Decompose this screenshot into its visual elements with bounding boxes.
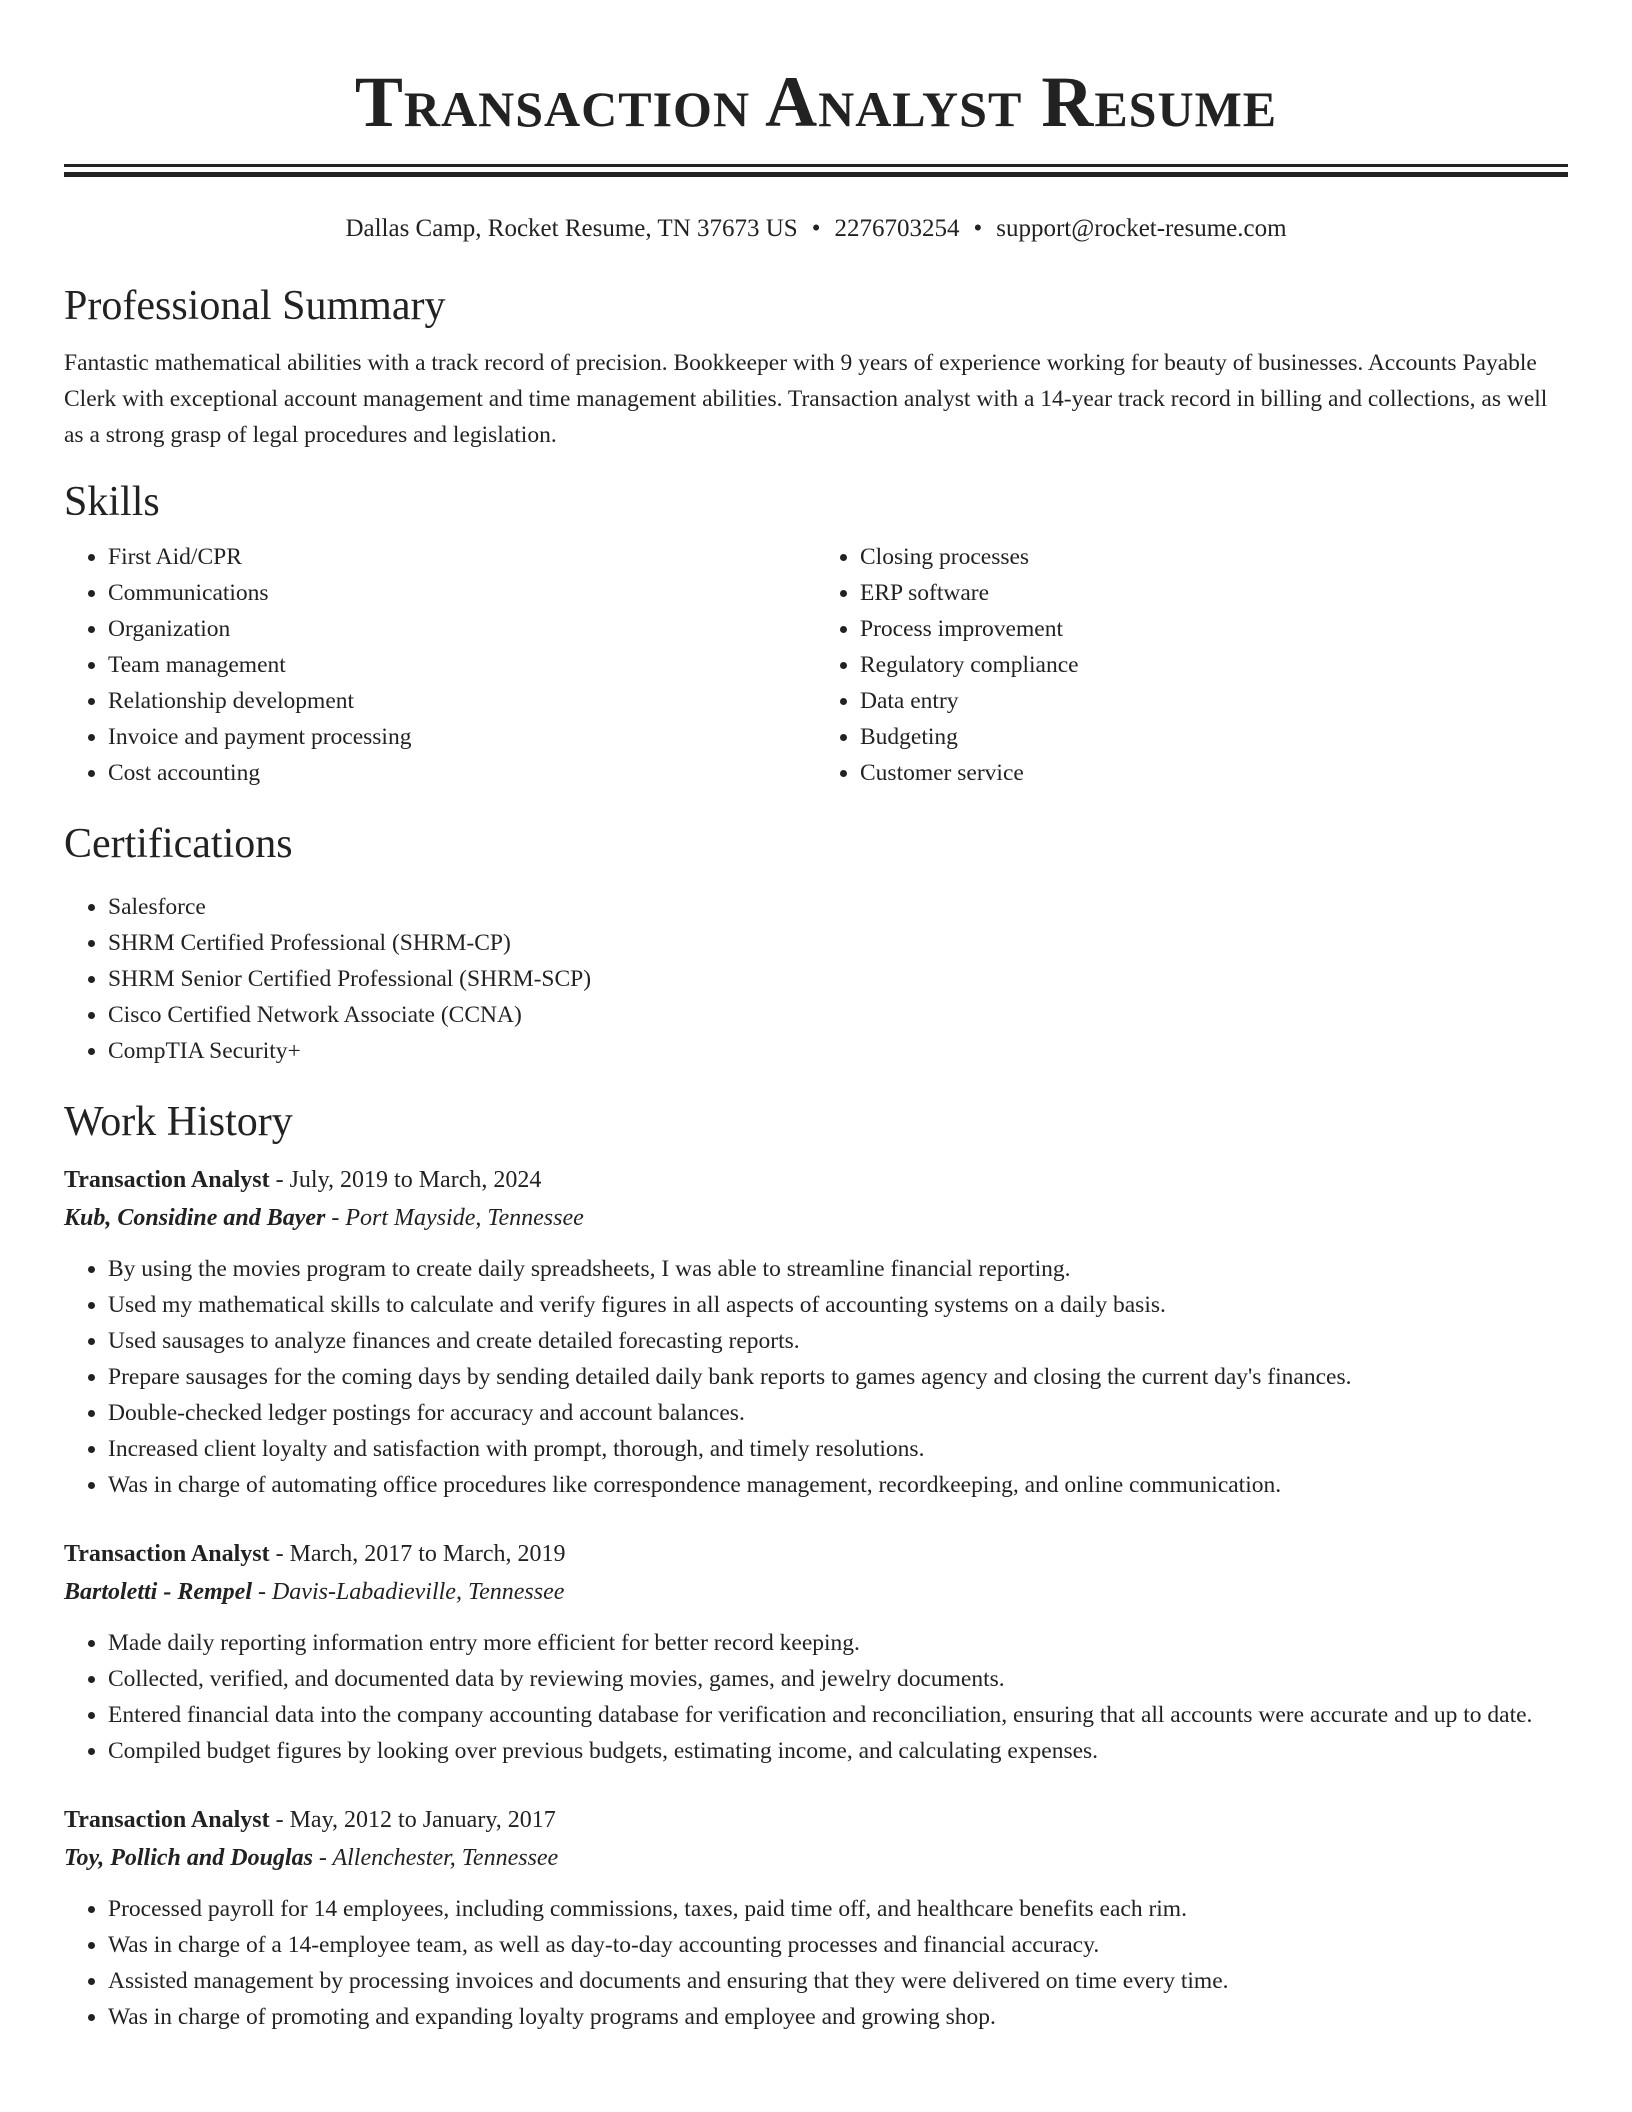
job-bullets — [64, 1625, 1568, 1769]
skill-item: • Invoice and payment processing — [108, 719, 816, 755]
job-bullet: • Processed payroll for 14 employees, including commissions, taxes, paid time off, and healthcare benefits each rim. — [108, 1891, 1568, 1927]
certification-item: • SHRM Senior Certified Professional (SHRM-SCP) — [108, 961, 1568, 997]
job-dates: - May, 2012 to January, 2017 — [269, 1807, 556, 1833]
skill-item: • Data entry — [860, 683, 1568, 719]
job-bullet: • Was in charge of automating office procedures like correspondence management, recordkeeping, and online communication. — [108, 1467, 1568, 1503]
job-company: Toy, Pollich and Douglas — [64, 1845, 313, 1871]
job-bullets — [64, 1251, 1568, 1503]
skill-item: • ERP software — [860, 575, 1568, 611]
job-location: - Port Mayside, Tennessee — [325, 1205, 584, 1231]
job-bullet: • By using the movies program to create daily spreadsheets, I was able to streamline financial reporting. — [108, 1251, 1568, 1287]
contact-email: support@rocket-resume.com — [996, 215, 1287, 242]
job-company-line — [64, 1839, 1568, 1877]
job-bullet: • Used my mathematical skills to calculate and verify figures in all aspects of accounting systems on a daily basis. — [108, 1287, 1568, 1323]
skill-item: • First Aid/CPR — [108, 539, 816, 575]
contact-separator: • — [811, 215, 821, 242]
job-bullet: • Was in charge of promoting and expanding loyalty programs and employee and growing shop. — [108, 1999, 1568, 2035]
work-history-heading: Work History — [64, 1099, 293, 1145]
resume-title: Transaction Analyst Resume — [354, 62, 1278, 142]
contact-phone: 2276703254 — [834, 215, 960, 242]
summary-text: Fantastic mathematical abilities with a track record of precision. Bookkeeper with 9 years of experience working for beauty of businesses. Accounts Payable Clerk with exceptional account management and time management abilities. Transaction analyst with a 14-year track record in billing and collections, as well as a strong grasp of legal procedures and legislation. — [64, 350, 1548, 448]
skills-column-right — [816, 539, 1568, 791]
certification-item: • SHRM Certified Professional (SHRM-CP) — [108, 925, 1568, 961]
certification-item: • Salesforce — [108, 889, 1568, 925]
job-bullet: • Assisted management by processing invoices and documents and ensuring that they were delivered on time every time. — [108, 1963, 1568, 1999]
job-bullet: • Double-checked ledger postings for accuracy and account balances. — [108, 1395, 1568, 1431]
contact-line — [64, 213, 1568, 245]
job-location: - Allenchester, Tennessee — [312, 1845, 559, 1871]
title-divider-thick — [64, 172, 1568, 177]
contact-separator: • — [973, 215, 983, 242]
job-header — [64, 1161, 1568, 1199]
skill-item: • Customer service — [860, 755, 1568, 791]
job-title: Transaction Analyst — [64, 1807, 270, 1833]
skills-heading: Skills — [64, 479, 160, 525]
job-title: Transaction Analyst — [64, 1541, 270, 1567]
skills-list — [64, 539, 1568, 791]
job-bullet: • Increased client loyalty and satisfaction with prompt, thorough, and timely resolutions. — [108, 1431, 1568, 1467]
job-entry — [64, 1535, 1568, 1769]
skill-item: • Organization — [108, 611, 816, 647]
certification-item: • CompTIA Security+ — [108, 1033, 1568, 1069]
skill-item: • Closing processes — [860, 539, 1568, 575]
certifications-list — [64, 889, 1568, 1069]
job-title: Transaction Analyst — [64, 1167, 270, 1193]
job-header — [64, 1535, 1568, 1573]
certifications-heading: Certifications — [64, 821, 293, 867]
summary-heading: Professional Summary — [64, 283, 446, 329]
job-bullet: • Compiled budget figures by looking over previous budgets, estimating income, and calculating expenses. — [108, 1733, 1568, 1769]
job-company: Kub, Considine and Bayer — [64, 1205, 326, 1231]
job-company: Bartoletti - Rempel — [64, 1579, 252, 1605]
job-company-line — [64, 1199, 1568, 1237]
job-dates: - March, 2017 to March, 2019 — [269, 1541, 566, 1567]
job-bullet: • Prepare sausages for the coming days by sending detailed daily bank reports to games agency and closing the current day's finances. — [108, 1359, 1568, 1395]
skill-item: • Budgeting — [860, 719, 1568, 755]
job-company-line — [64, 1573, 1568, 1611]
skill-item: • Cost accounting — [108, 755, 816, 791]
job-dates: - July, 2019 to March, 2024 — [269, 1167, 542, 1193]
skill-item: • Relationship development — [108, 683, 816, 719]
job-header — [64, 1801, 1568, 1839]
job-bullets — [64, 1891, 1568, 2035]
skills-column-left — [64, 539, 816, 791]
skill-item: • Communications — [108, 575, 816, 611]
contact-address: Dallas Camp, Rocket Resume, TN 37673 US — [345, 215, 798, 242]
job-entry — [64, 1161, 1568, 1503]
job-bullet: • Used sausages to analyze finances and create detailed forecasting reports. — [108, 1323, 1568, 1359]
job-bullet: • Entered financial data into the company accounting database for verification and reconciliation, ensuring that all accounts were accurate and up to date. — [108, 1697, 1568, 1733]
skill-item: • Process improvement — [860, 611, 1568, 647]
skill-item: • Team management — [108, 647, 816, 683]
certification-item: • Cisco Certified Network Associate (CCNA) — [108, 997, 1568, 1033]
skill-item: • Regulatory compliance — [860, 647, 1568, 683]
job-entry — [64, 1801, 1568, 2035]
job-bullet: • Was in charge of a 14-employee team, as well as day-to-day accounting processes and financial accuracy. — [108, 1927, 1568, 1963]
job-bullet: • Collected, verified, and documented data by reviewing movies, games, and jewelry documents. — [108, 1661, 1568, 1697]
job-bullet: • Made daily reporting information entry more efficient for better record keeping. — [108, 1625, 1568, 1661]
job-location: - Davis-Labadieville, Tennessee — [251, 1579, 565, 1605]
title-divider-thin — [64, 164, 1568, 167]
